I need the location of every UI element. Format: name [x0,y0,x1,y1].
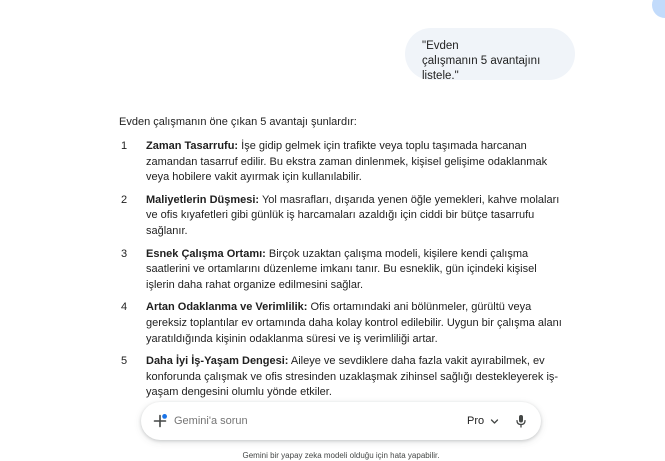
list-item-number: 3 [121,247,128,260]
list-item [119,139,565,186]
list-item-title: Artan Odaklanma ve Verimlilik: [146,301,308,314]
list-item-title: Zaman Tasarrufu: [146,140,239,152]
list-item-text: İşe gidip gelmek için trafikte veya toplu taşımada harcanan zamandan tasarruf edilir. Bu ekstra zaman dinlenmek, kişisel gelişime odaklanmak veya hobilere vakit ayırmak için kullanılabilir. [146,140,548,184]
avatar[interactable] [652,0,665,18]
prompt-input-bar [141,402,541,440]
list-item-title: Maliyetlerin Düşmesi: [146,193,260,206]
list-item-title: Esnek Çalışma Ortamı: [146,247,266,260]
list-item [119,354,565,401]
list-item-number: 2 [121,193,128,206]
model-selector[interactable] [467,413,499,429]
list-item-number: 1 [121,140,128,152]
list-item [119,193,565,240]
microphone-icon [513,413,529,429]
list-item-text: Birçok uzaktan çalışma modeli, kişilere kendi çalışma saatlerini ve ortamlarını düzenleme imkanı tanır. Bu esneklik, gün içindeki kişisel işlerin daha rahat organize edilmesini sağlar. [146,247,537,291]
list-item-text: Aileye ve sevdiklere daha fazla vakit ayırabilmek, ev konforunda çalışmak ve ofis stresinden uzaklaşmak zihinsel sağlığı destekleyerek iş-yaşam dengesini olumlu yönde etkiler. [146,355,559,399]
microphone-button[interactable] [513,413,529,429]
model-label: Pro [467,415,485,427]
response-intro: Evden çalışmanın öne çıkan 5 avantajı şunlardır: [119,116,357,128]
list-item-title: Daha İyi İş-Yaşam Dengesi: [146,355,289,368]
list-item-text: Yol masrafları, dışarıda yenen öğle yemekleri, kahve molaları ve ofis kıyafetleri gibi günlük iş harcamaları azaldığı için ciddi bir bütçe tasarrufu sağlanır. [146,193,560,237]
list-item-text: Ofis ortamındaki ani bölünmeler, gürültü veya gereksiz toplantılar ev ortamında daha kolay kontrol edilebilir. Uygun bir çalışma alanı yaratıldığında kişinin odaklanma süresi ve iş verimliliği artar. [146,301,562,345]
user-message-bubble: "Evden çalışmanın 5 avantajını listele." [405,28,575,80]
list-item-number: 5 [121,355,128,368]
disclaimer-text: Gemini bir yapay zeka modeli olduğu için hata yapabilir. [242,451,440,460]
list-item [119,247,565,294]
list-item [119,300,565,347]
chevron-down-icon [490,417,499,426]
list-item-number: 4 [121,301,128,314]
plus-icon [151,412,169,430]
model-response [119,114,565,408]
add-button[interactable] [151,412,169,430]
prompt-input[interactable] [174,414,424,428]
